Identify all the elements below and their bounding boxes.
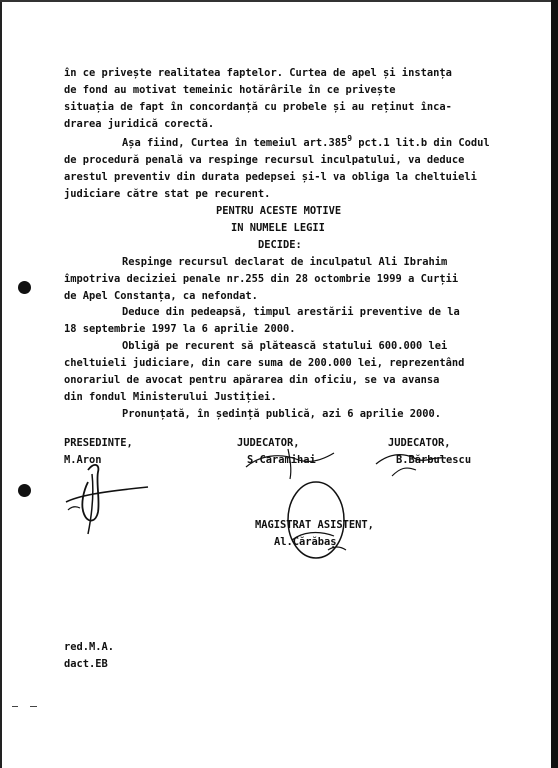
text-line: Deduce din pedeapsă, timpul arestării preventive de la	[122, 306, 460, 318]
president-signature	[58, 452, 158, 537]
judge2-title: JUDECATOR,	[388, 437, 451, 449]
text-line: de procedură penală va respinge recursul inculpatului, va deduce	[64, 154, 465, 166]
text-line: Respinge recursul declarat de inculpatul Ali Ibrahim	[122, 256, 448, 268]
text-line: judiciare către stat pe recurent.	[64, 188, 271, 200]
drafted-by-note: red.M.A.	[64, 641, 115, 653]
scan-mark	[12, 706, 18, 707]
superscript: 9	[347, 134, 353, 143]
assistant-name: Al.Cărăbaș	[274, 536, 337, 548]
text-segment: pct.1 lit.b din Codul	[352, 137, 490, 149]
text-segment: Așa fiind, Curtea în temeiul art.385	[122, 137, 348, 149]
president-name: M.Aron	[64, 454, 102, 466]
judge2-signature	[372, 446, 472, 486]
text-line: situația de fapt în concordanță cu probele și au reținut înca-	[64, 101, 452, 113]
text-line: Obligă pe recurent să plătească statului 600.000 lei	[122, 340, 448, 352]
text-line: de fond au motivat temeinic hotărârile în ce privește	[64, 84, 396, 96]
text-line: drarea juridică corectă.	[64, 118, 215, 130]
text-line: împotriva deciziei penale nr.255 din 28 octombrie 1999 a Curții	[64, 273, 459, 285]
judge1-title: JUDECATOR,	[237, 437, 300, 449]
heading-motives: PENTRU ACESTE MOTIVE	[216, 205, 342, 217]
judge2-name: B.Bărbulescu	[396, 454, 472, 466]
text-line: 18 septembrie 1997 la 6 aprilie 2000.	[64, 323, 296, 335]
scan-mark	[30, 706, 37, 707]
scan-edge-top	[0, 0, 558, 2]
text-line	[122, 134, 490, 149]
text-line: în ce privește realitatea faptelor. Curtea de apel și instanța	[64, 67, 452, 79]
text-line: cheltuieli judiciare, din care suma de 200.000 lei, reprezentând	[64, 357, 465, 369]
scan-edge-left	[0, 0, 2, 768]
scan-edge-right	[551, 0, 558, 768]
text-line: onorariul de avocat pentru apărarea din oficiu, se va avansa	[64, 374, 440, 386]
typed-by-note: dact.EB	[64, 658, 108, 670]
text-line: arestul preventiv din durata pedepsei și-l va obliga la cheltuieli	[64, 171, 477, 183]
president-title: PRESEDINTE,	[64, 437, 133, 449]
punch-hole-bottom	[18, 484, 31, 497]
pronouncement-line: Pronunțată, în ședință publică, azi 6 aprilie 2000.	[122, 408, 442, 420]
punch-hole-top	[18, 281, 31, 294]
heading-law: IN NUMELE LEGII	[231, 222, 325, 234]
text-line: din fondul Ministerului Justiției.	[64, 391, 277, 403]
judge1-name: S.Caramihai	[247, 454, 316, 466]
assistant-signature	[278, 480, 368, 560]
heading-decide: DECIDE:	[258, 239, 302, 251]
assistant-title: MAGISTRAT ASISTENT,	[255, 519, 374, 531]
text-line: de Apel Constanța, ca nefondat.	[64, 290, 258, 302]
judge1-signature	[240, 445, 340, 485]
